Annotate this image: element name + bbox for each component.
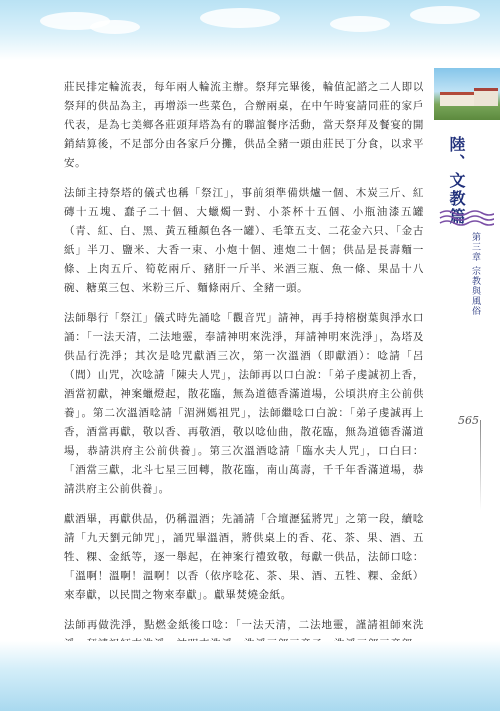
margin-divider [480,420,481,510]
paragraph: 莊民排定輪流表，每年兩人輪流主辦。祭拜完畢後，輪值記諮之二人即以祭拜的供品為主，再增添一些菜色，合辦兩桌，在中午時宴請同莊的家戶代表，是為七美鄉各莊頭拜塔為有的聯誼餐序活動，當天祭拜及餐宴的開銷結算後，不足部分由各家戶分攤，供品全豬一頭由莊民丁分食，以求平安。 [64,81,424,169]
cloud-decoration [90,20,140,34]
chapter-number: 第三章 [470,232,480,262]
wave-ornament-icon [438,208,494,228]
sky-footer-band [0,641,500,711]
cloud-decoration [200,8,280,28]
page-number: 565 [458,414,479,427]
paragraph: 獻酒畢，再獻供品，仍稱溫酒；先誦請「合壇瀝猛將咒」之第一段，續唸請「九天劉元帥咒」，誦咒畢溫酒，將供桌上的香、花、茶、果、酒、五牲、粿、金紙等，逐一舉起，在神案行禮致敬，每獻一供品，法師口唸：「溫啊！溫啊！溫啊！以香（依序唸花、茶、果、酒、五牲、粿、金紙）來奉獻，以民間之物來奉獻」。獻畢焚燒金紙。 [64,513,424,601]
chapter-label [468,232,482,316]
village-photo [434,68,500,120]
section-title: 陸、文教篇 [447,136,466,226]
paragraph: 法師再做洗淨，點燃金紙後口唸：「一法天清，二法地靈，謹請祖師來洗 [64,619,424,631]
cloud-decoration [330,16,390,32]
chapter-section: 宗教與風俗 [470,266,480,316]
paragraph: 法師舉行「祭江」儀式時先誦唸「觀音咒」請神，再手持榕樹葉與淨水口誦：「一法天清，二法地靈，奉請神明來洗淨，拜請神明來洗淨」，為塔及供品行洗淨；其次是唸咒獻酒三次，第一次溫酒（即獻酒）：唸請「呂（閭）山咒，次唸請「陳夫人咒」，法師再以口白說：「弟子虔誠初上香，酒當初獻，神案蠟燈起，散花臨，無為道德香滿道場，公頃洪府主公前供養」。第二次溫酒唸請「湄洲媽祖咒」，法師繼唸口白說：「弟子虔誠再上香，酒當再獻，敬以香、再敬酒，敬以唸仙曲，散花臨，無為道德香滿道場，恭請洪府主公前供養」。第三次溫酒唸請「臨水夫人咒」，口白曰：「酒當三獻，北斗七星三回轉，散花臨，南山萬壽，千千年香滿道場，恭請洪府主公前供養」。 [64,312,424,495]
paragraph: 法師主持祭塔的儀式也稱「祭江」，事前須準備烘爐一個、木炭三斤、紅磚十五塊、蠢子二十個、大蠟燭一對、小茶杯十五個、小瓶油漆五罐（青、紅、白、黑、黃五種顏色各一罐）、毛筆五支、二花金六只、「金古紙」半刀、鹽米、大香一束、小炮十個、連炮二十個；供品是長壽麵一條、上肉五斤、筍乾兩斤、豬肝一斤半、米酒三瓶、魚一條、果品十八碗、糖菓三包、米粉三斤、麵條兩斤、全豬一頭。 [64,187,424,294]
main-text [64,78,424,703]
cloud-decoration [410,6,480,24]
